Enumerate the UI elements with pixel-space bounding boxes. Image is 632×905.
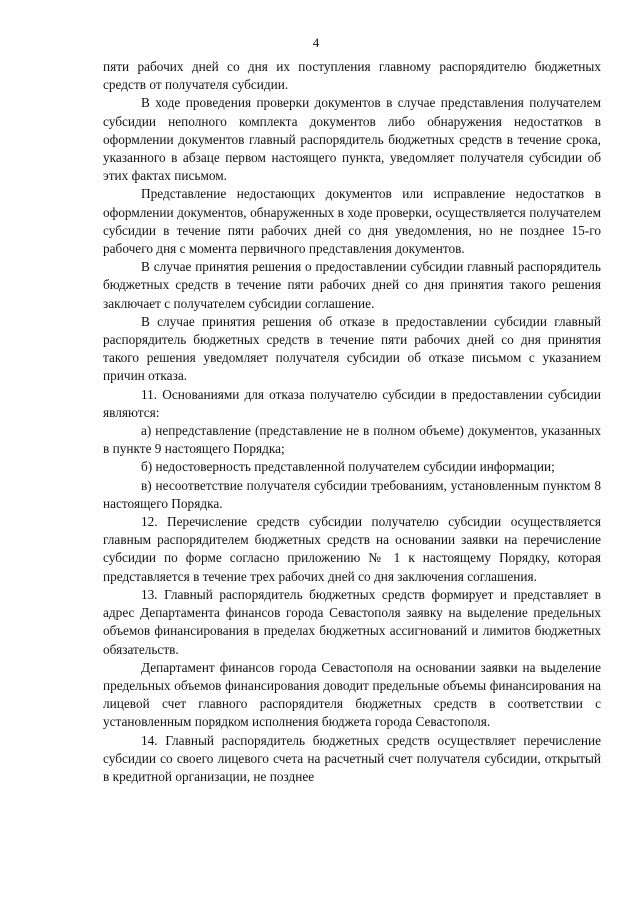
paragraph-clause-11-b: б) недостоверность представленной получателем субсидии информации; [141, 459, 555, 475]
paragraph-clause-11-c: в) несоответствие получателя субсидии требованиям, установленным пунктом 8 настоящего Порядка. [103, 477, 601, 511]
paragraph-finance-department: Департамент финансов города Севастополя на основании заявки на выделение предельных объемов финансирования доводит предельные объемы финансирования на лицевой счет главного распорядителя бюджетных средств в соответствии с установленным порядком исполнения бюджета города Севастополя. [103, 659, 601, 730]
paragraph-clause-12: 12. Перечисление средств субсидии получателю субсидии осуществляется главным распорядителем бюджетных средств на основании заявки на перечисление субсидии по форме согласно приложению № 1 к настоящему Порядку, которая представляется в течение трех рабочих дней со дня заключения соглашения. [103, 514, 601, 584]
document-body [103, 58, 601, 786]
paragraph-missing-documents: Представление недостающих документов или исправление недостатков в оформлении документов, обнаруженных в ходе проверки, осуществляется получателем субсидии в течение пяти рабочих дней со дня уведомления, но не позднее 15-го рабочего дня с момента первичного представления документов. [103, 186, 601, 257]
page-number: 4 [312, 35, 320, 50]
paragraph-clause-14: 14. Главный распорядитель бюджетных средств осуществляет перечисление субсидии со своего лицевого счета на расчетный счет получателя субсидии, открытый в кредитной организации, не позднее [103, 732, 601, 784]
paragraph-clause-11: 11. Основаниями для отказа получателю субсидии в предоставлении субсидии являются: [103, 386, 601, 420]
paragraph-continuation: пяти рабочих дней со дня их поступления главному распорядителю бюджетных средств от получателя субсидии. [103, 59, 601, 93]
paragraph-grant-decision: В случае принятия решения о предоставлении субсидии главный распорядитель бюджетных средств в течение пяти рабочих дней со дня принятия такого решения заключает с получателем субсидии соглашение. [103, 259, 601, 311]
paragraph-refusal-decision: В случае принятия решения об отказе в предоставлении субсидии главный распорядитель бюджетных средств в течение пяти рабочих дней со дня принятия такого решения уведомляет получателя субсидии об отказе письмом с указанием причин отказа. [103, 313, 601, 384]
paragraph-clause-11-a: а) непредставление (представление не в полном объеме) документов, указанных в пункте 9 настоящего Порядка; [103, 423, 601, 457]
paragraph-clause-13: 13. Главный распорядитель бюджетных средств формирует и представляет в адрес Департамента финансов города Севастополя заявку на выделение предельных объемов финансирования в пределах бюджетных ассигнований и лимитов бюджетных обязательств. [103, 586, 601, 657]
paragraph-document-check: В ходе проведения проверки документов в случае представления получателем субсидии неполного комплекта документов либо обнаружения недостатков в оформлении документов главный распорядитель бюджетных средств в течение срока, указанного в абзаце первом настоящего пункта, уведомляет получателя субсидии об этих фактах письмом. [103, 95, 601, 184]
